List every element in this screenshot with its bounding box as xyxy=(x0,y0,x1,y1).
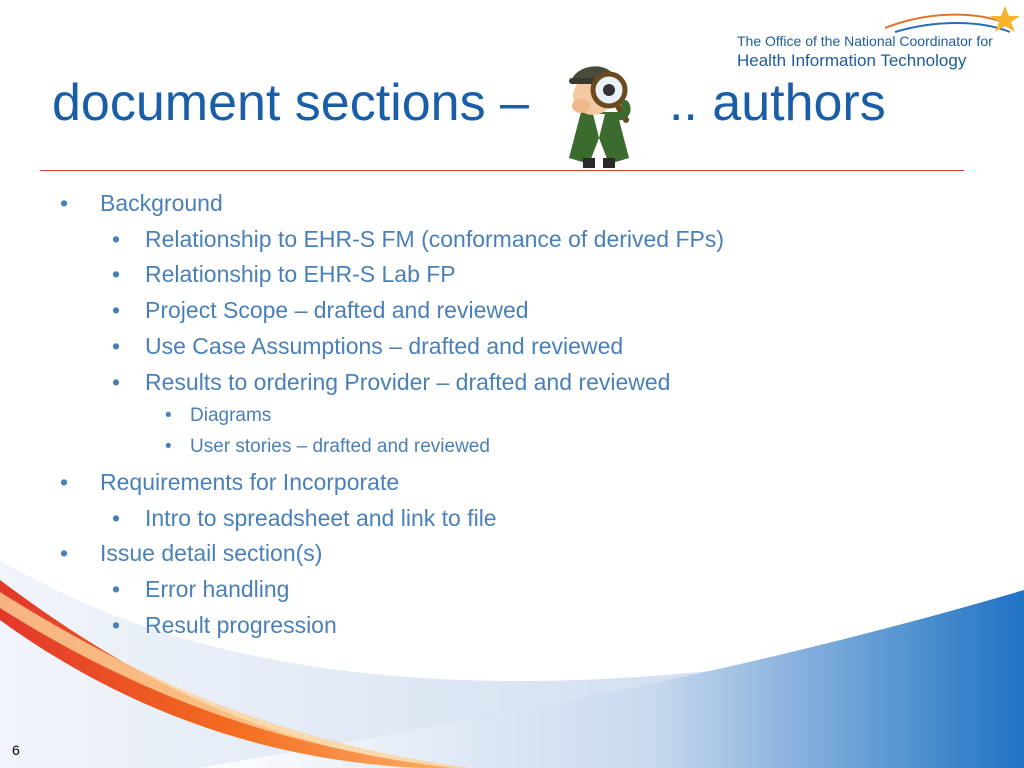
bullet-text: Background xyxy=(100,190,223,216)
title-right: .. authors xyxy=(668,74,886,132)
title-divider xyxy=(40,170,964,171)
bullet-text: Error handling xyxy=(145,576,290,602)
bullet-dot: • xyxy=(112,576,121,602)
logo-line2: Health Information Technology xyxy=(737,51,967,70)
bullet-dot: • xyxy=(165,436,172,457)
bullet-text: Results to ordering Provider – drafted and reviewed xyxy=(145,369,671,395)
bullet-text: Requirements for Incorporate xyxy=(100,469,400,495)
bullet-dot: • xyxy=(165,405,172,426)
bullet-dot: • xyxy=(112,261,121,287)
bullet-text: Intro to spreadsheet and link to file xyxy=(145,505,497,531)
bullet-dot: • xyxy=(112,505,121,531)
bullet-text: Issue detail section(s) xyxy=(100,540,323,566)
bullet-text: Relationship to EHR-S FM (conformance of derived FPs) xyxy=(145,226,725,252)
slide-number: 6 xyxy=(12,742,20,758)
bullet-dot: • xyxy=(112,333,121,359)
bullet-text: Diagrams xyxy=(190,405,272,426)
bullet-text: Project Scope – drafted and reviewed xyxy=(145,297,529,323)
bullet-text: Relationship to EHR-S Lab FP xyxy=(145,261,456,287)
title-left: document sections – xyxy=(52,74,529,132)
bullet-text: Use Case Assumptions – drafted and reviewed xyxy=(145,333,624,359)
bullet-dot: • xyxy=(112,297,121,323)
page-title xyxy=(52,68,886,138)
detective-magnifier-icon xyxy=(543,54,655,172)
bullet-dot: • xyxy=(60,190,69,216)
bullet-dot: • xyxy=(60,540,69,566)
bullet-dot: • xyxy=(112,369,121,395)
bullet-dot: • xyxy=(112,612,121,638)
bullet-dot: • xyxy=(112,226,121,252)
onc-logo xyxy=(735,6,1020,72)
logo-line1: The Office of the National Coordinator for xyxy=(737,33,993,49)
bullet-text: User stories – drafted and reviewed xyxy=(190,436,490,457)
bullet-dot: • xyxy=(60,469,69,495)
bullet-text: Result progression xyxy=(145,612,337,638)
